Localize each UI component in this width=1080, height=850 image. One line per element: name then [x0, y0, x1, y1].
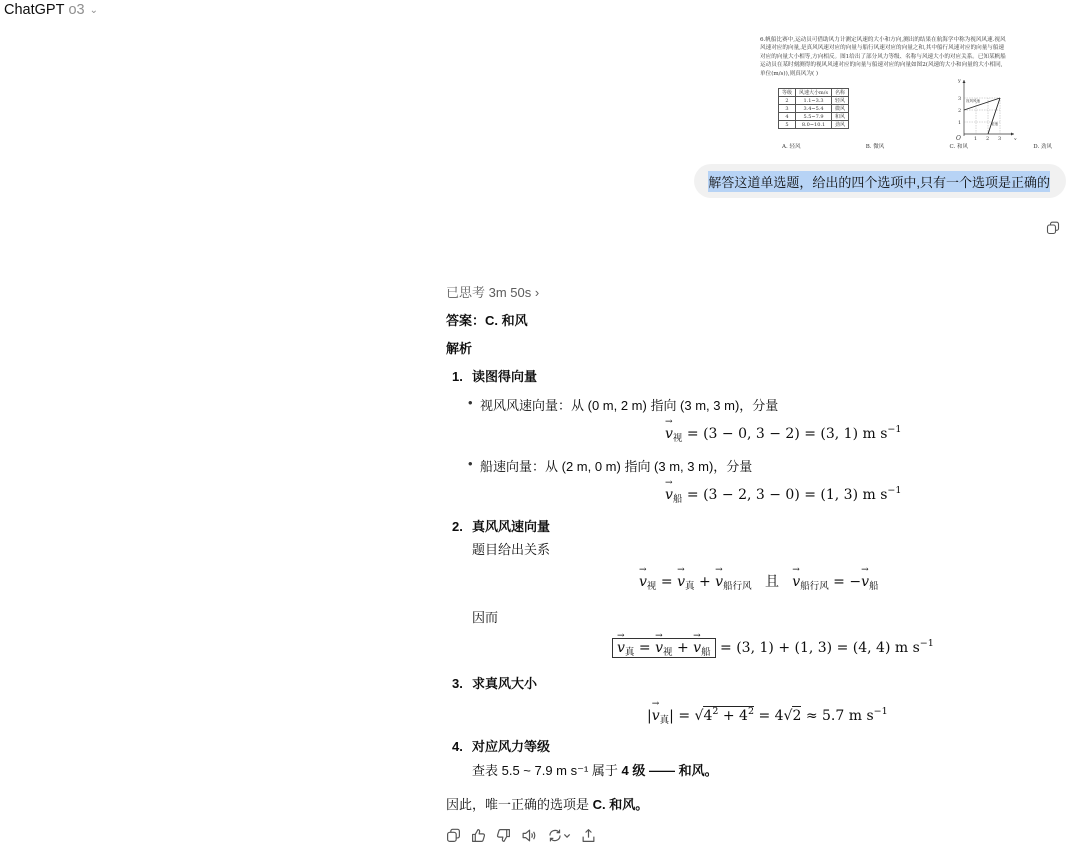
- step-4-title: 4. 对应风力等级: [452, 739, 551, 754]
- chevron-down-icon: ⌄: [89, 4, 98, 16]
- svg-text:视风风速: 视风风速: [966, 99, 980, 103]
- equation-magnitude: |→ $v_真| = √4^2 + 4^2 = 4√2 \approx 5.7$ m $s^{-1}$: [647, 706, 888, 726]
- step-4-text: 查表 5.5 ~ 7.9 m s⁻¹ 属于 4 级 —— 和风。: [472, 763, 718, 778]
- equation-apparent-wind: → $v_视 = (3 - 0$, 3 − 2) = (3, 1) m $s^{-1}$: [665, 424, 901, 444]
- svg-text:1: 1: [974, 136, 978, 140]
- user-message-text[interactable]: 解答这道单选题，给出的四个选项中,只有一个选项是正确的: [708, 171, 1050, 192]
- thumbs-down-icon[interactable]: [496, 828, 511, 843]
- svg-text:2: 2: [986, 136, 990, 140]
- step-2-thus: 因而: [472, 610, 499, 625]
- svg-text:船速: 船速: [991, 122, 998, 126]
- conclusion: 因此，唯一正确的选项是 C. 和风。: [446, 797, 649, 812]
- step-2-title: 2. 真风风速向量: [452, 519, 551, 534]
- svg-text:y: y: [958, 78, 961, 84]
- step-2-intro: 题目给出关系: [472, 542, 551, 557]
- chevron-right-icon: ›: [534, 285, 540, 300]
- app-name: ChatGPT: [4, 2, 65, 18]
- read-aloud-icon[interactable]: [521, 828, 537, 843]
- wind-level-table: 等级 风速大小m/s 名称 2 1.1~3.3 轻风 3 3.4~5.4 微风 4 5.5~7.9 和风 5 8.0~10.1 劲风: [778, 88, 849, 129]
- equation-relation: → $v_视$ = → $v_真$ + → $v_{船行风}$ 且 → $v_{船行风}$ = −→ $v_船$: [639, 571, 879, 592]
- problem-text: 6.帆船比赛中,运动员可借助风力计测定风速的大小和方向,测出的结果在航海学中称为视风风速.视风 风速对应的向量,是真风风速对应的向量与船行风速对应的向量之和,其中船行风速对应的向量与船速 对应的向量大小相等,方向相反。图1给出了部分风力等级、名称与风速大小的对应关系。已知某帆船 运动员在某时刻测得的视风风速对应的向量与船速对应的向量如图2(风速的大小和向量的大小相同, 单位(m/s)),则真风为( ): [760, 37, 1006, 77]
- svg-text:O: O: [956, 135, 961, 140]
- svg-text:1: 1: [958, 120, 962, 126]
- message-actions: [446, 828, 596, 843]
- step-3-title: 3. 求真风大小: [452, 676, 538, 691]
- answer-line: 答案：C. 和风: [446, 313, 528, 328]
- equation-true-wind: → $v_真$ = → $v_视$ + → $v_船 = (3$, 1) + (1, 3) = (4, 4) m $s^{-1}$: [612, 638, 934, 658]
- regenerate-icon[interactable]: [547, 828, 571, 843]
- thumbs-up-icon[interactable]: [471, 828, 486, 843]
- svg-text:2: 2: [958, 108, 962, 114]
- equation-boat-speed: → $v_船 = (3 - 2$, 3 − 0) = (1, 3) m $s^{-1}$: [665, 485, 901, 505]
- user-message-bubble: [694, 164, 1066, 198]
- svg-text:3: 3: [998, 136, 1002, 140]
- step-1-title: 1. 读图得向量: [452, 369, 538, 384]
- problem-image[interactable]: [760, 36, 1066, 156]
- svg-text:3: 3: [958, 96, 962, 102]
- model-name: o3: [68, 2, 85, 18]
- thought-duration[interactable]: 已思考 3m 50s ›: [446, 285, 540, 300]
- svg-text:x: x: [1014, 137, 1017, 140]
- model-selector[interactable]: [4, 2, 98, 18]
- bullet-apparent-wind: • 视风风速向量：从 (0 m, 2 m) 指向 (3 m, 3 m)，分量: [480, 395, 778, 414]
- analysis-heading: 解析: [446, 341, 473, 356]
- vector-graph: [952, 78, 1018, 140]
- problem-options: A. 轻风 B. 微风 C. 和风 D. 劲风: [782, 144, 1052, 150]
- copy-icon[interactable]: [1046, 221, 1060, 235]
- bullet-boat-speed: • 船速向量：从 (2 m, 0 m) 指向 (3 m, 3 m)，分量: [480, 456, 752, 475]
- share-icon[interactable]: [581, 828, 596, 843]
- copy-icon[interactable]: [446, 828, 461, 843]
